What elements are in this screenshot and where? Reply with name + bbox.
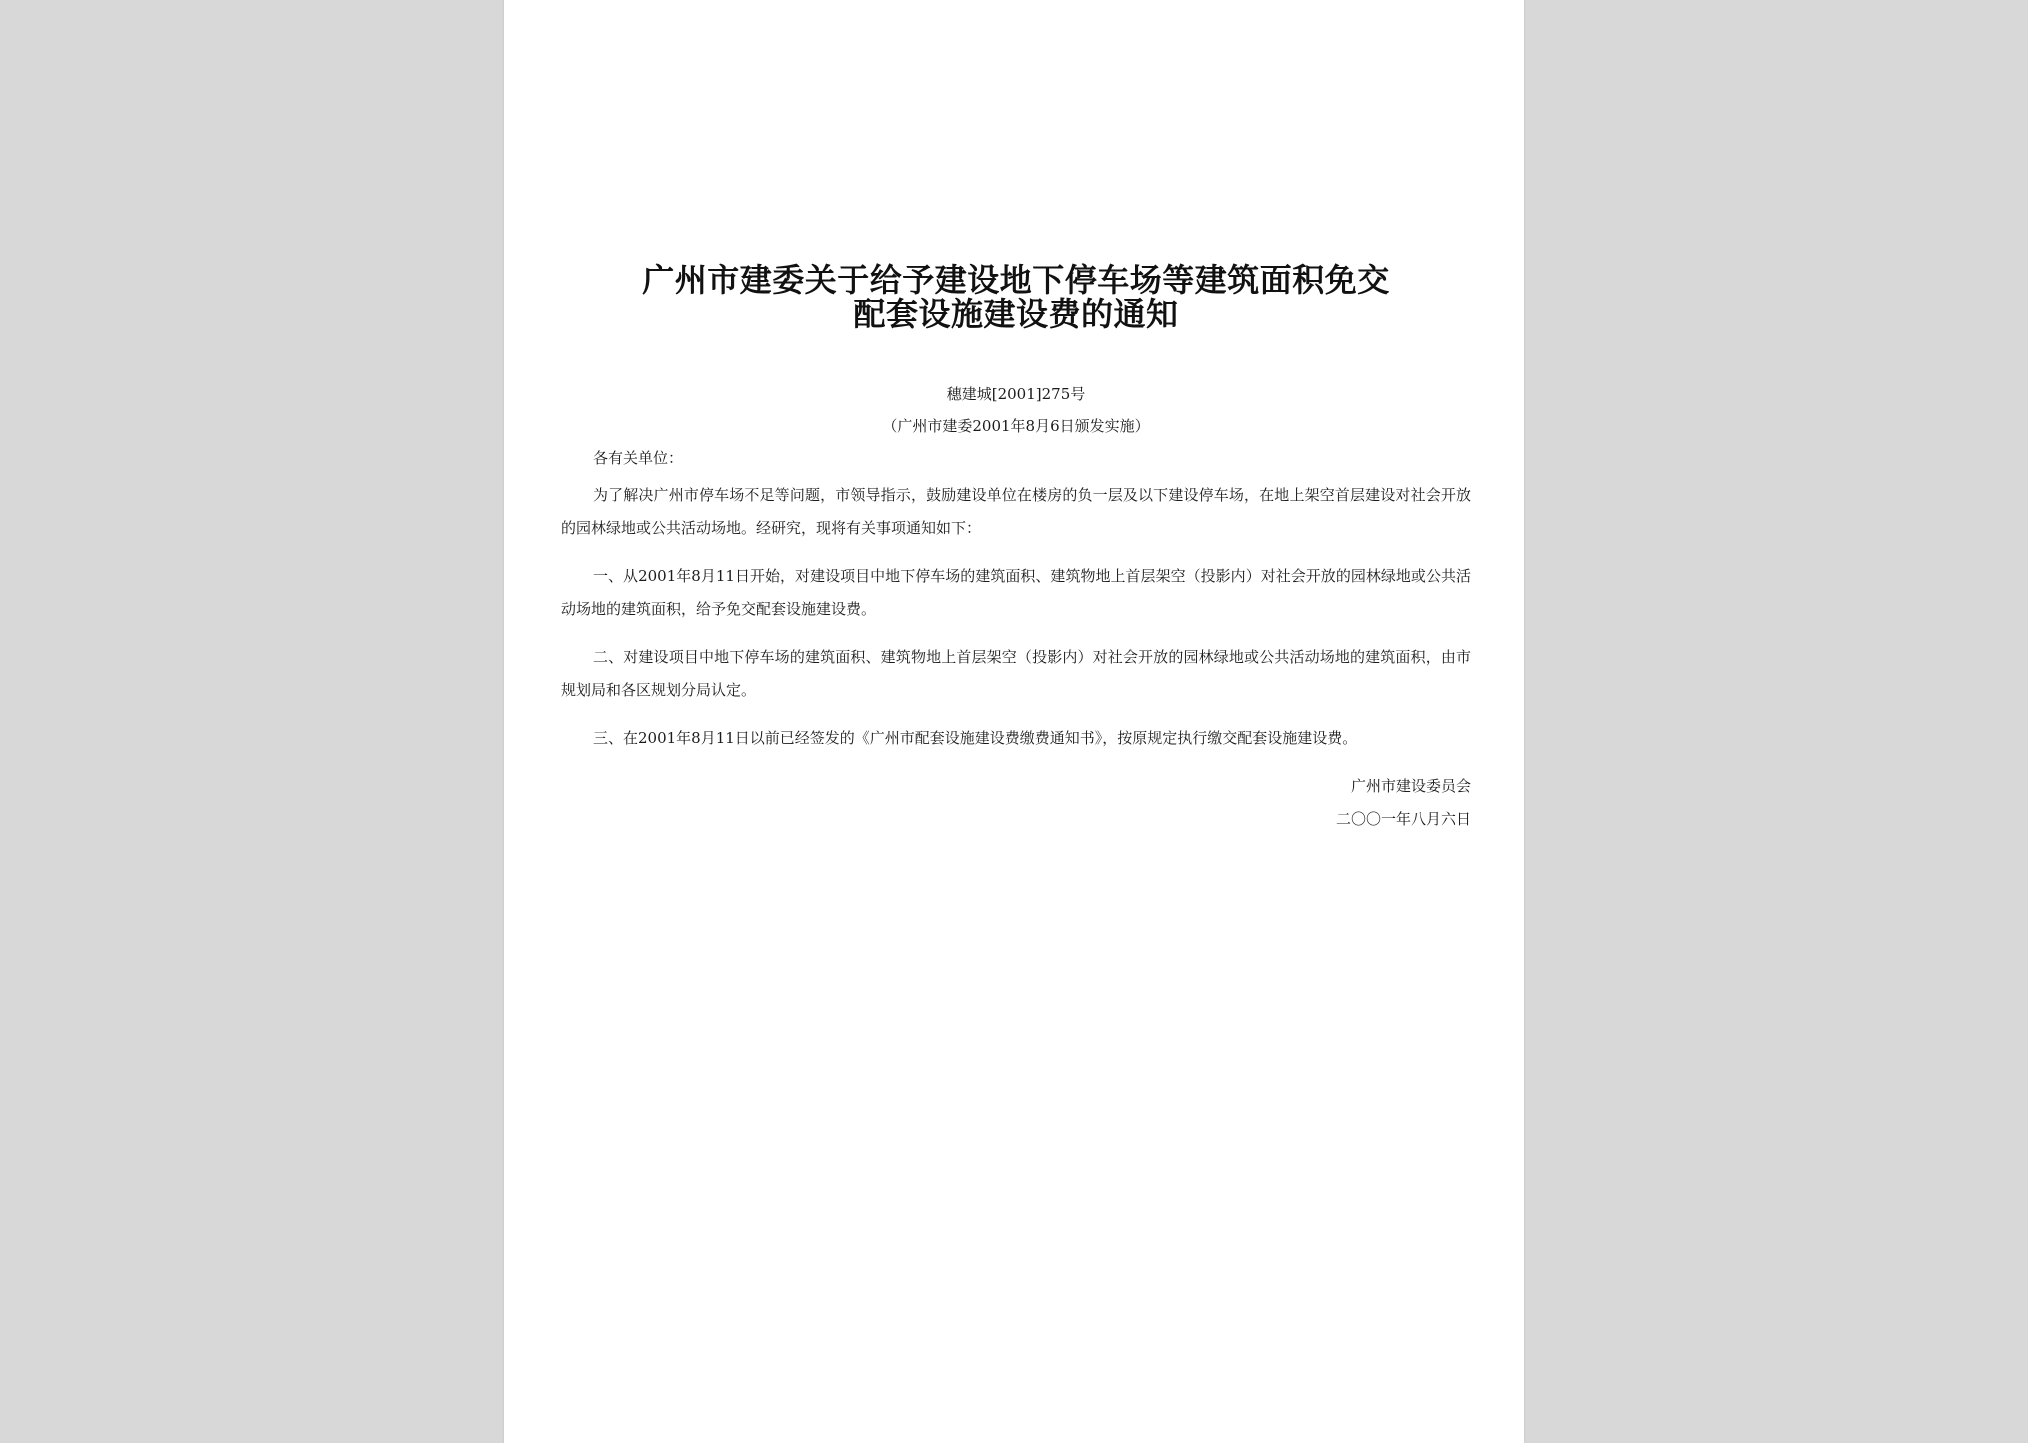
document-content (561, 263, 1471, 836)
document-title-line-2: 配套设施建设费的通知 (853, 295, 1179, 333)
document-number: 穗建城[2001]275号 (946, 385, 1086, 403)
issue-note: （广州市建委2001年8月6日颁发实施） (882, 417, 1150, 435)
intro-paragraph: 为了解决广州市停车场不足等问题，市领导指示，鼓励建设单位在楼房的负一层及以下建设停车场，在地上架空首层建设对社会开放的园林绿地或公共活动场地。经研究，现将有关事项通知如下： (561, 486, 1471, 537)
document-page (504, 0, 1524, 1443)
document-title-line-1: 广州市建委关于给予建设地下停车场等建筑面积免交 (642, 261, 1390, 299)
document-title (561, 263, 1471, 331)
salutation: 各有关单位： (593, 449, 684, 467)
signature-date: 二〇〇一年八月六日 (1335, 810, 1471, 828)
signature-organization: 广州市建设委员会 (1350, 777, 1471, 795)
clause-one-paragraph: 一、从2001年8月11日开始，对建设项目中地下停车场的建筑面积、建筑物地上首层架空（投影内）对社会开放的园林绿地或公共活动场地的建筑面积，给予免交配套设施建设费。 (561, 567, 1471, 618)
clause-two-paragraph: 二、对建设项目中地下停车场的建筑面积、建筑物地上首层架空（投影内）对社会开放的园林绿地或公共活动场地的建筑面积，由市规划局和各区规划分局认定。 (561, 648, 1471, 699)
clause-three-paragraph: 三、在2001年8月11日以前已经签发的《广州市配套设施建设费缴费通知书》，按原规定执行缴交配套设施建设费。 (593, 729, 1358, 747)
